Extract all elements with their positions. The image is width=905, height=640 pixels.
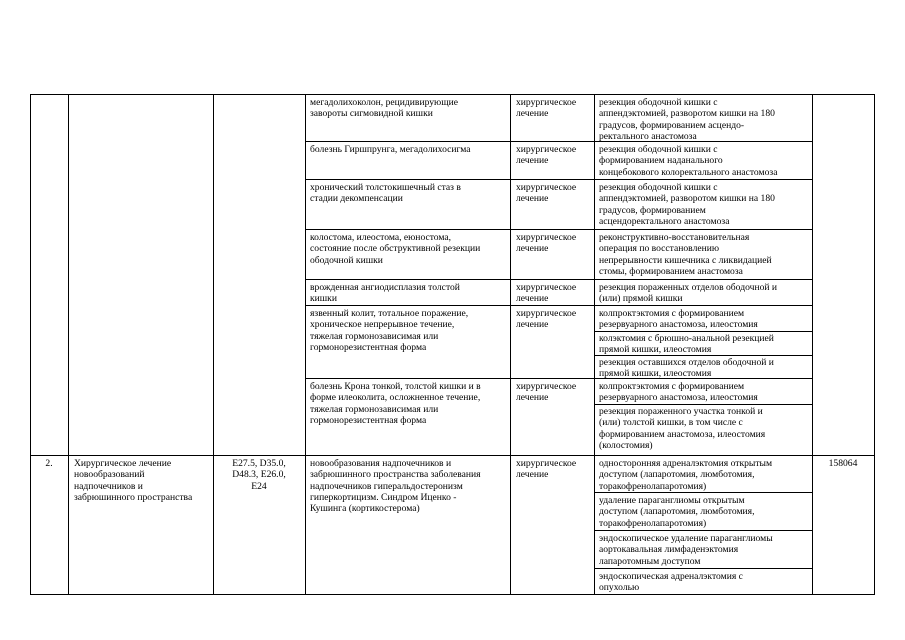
- method-divider: [594, 492, 812, 493]
- method-divider: [594, 404, 812, 405]
- diagnosis-cell: колостома, илеостома, еюностома, состояние после обструктивной резекции ободочной кишки: [310, 232, 481, 266]
- table-border-right: [874, 94, 875, 595]
- treatment-type-cell: хирургическое лечение: [516, 97, 577, 120]
- table-border-bottom: [30, 594, 875, 595]
- diagnosis-cell: болезнь Крона тонкой, толстой кишки и в форме илеоколита, осложненное течение, тяжелая гормонозависимая или гормонорезистентная форма: [310, 381, 481, 426]
- diagnosis-cell: мегадолихоколон, рецидивирующие завороты сигмовидной кишки: [310, 97, 458, 120]
- treatment-type-cell: хирургическое лечение: [516, 458, 577, 481]
- table-col-divider: [510, 94, 511, 595]
- method-cell: резекция оставшихся отделов ободочной и прямой кишки, илеостомия: [599, 357, 774, 380]
- method-cell: резекция пораженного участка тонкой и (или) толстой кишки, в том числе с формированием анастомоза, илеостомия (колостомия): [599, 406, 766, 451]
- treatment-type-cell: хирургическое лечение: [516, 182, 577, 205]
- table-col-divider: [594, 94, 595, 595]
- table-border-top: [30, 94, 875, 95]
- row-number: 2.: [45, 458, 53, 469]
- method-cell: резекция ободочной кишки с аппендэктомией, разворотом кишки на 180 градусов, формированием асцендо- ректального анастомоза: [599, 97, 775, 142]
- subrow-divider: [305, 179, 812, 180]
- treatment-type-cell: хирургическое лечение: [516, 282, 577, 305]
- treatment-type-cell: хирургическое лечение: [516, 308, 577, 331]
- row-divider: [30, 455, 875, 456]
- method-cell: эндоскопическая адреналэктомия с опухолью: [599, 571, 743, 594]
- table-col-divider: [812, 94, 813, 595]
- method-cell: колэктомия с брюшно-анальной резекцией прямой кишки, илеостомия: [599, 333, 774, 356]
- table-border-left: [30, 94, 31, 595]
- diagnosis-cell: новообразования надпочечников и забрюшинного пространства заболевания надпочечников гиперальдостеронизм гиперкортицизм. Синдром Иценко - Кушинга (кортикостерома): [310, 458, 481, 515]
- method-divider: [594, 530, 812, 531]
- table-col-divider: [305, 94, 306, 595]
- care-group-name: Хирургическое лечение новообразований надпочечников и забрюшинного пространства: [74, 458, 193, 503]
- subrow-divider: [305, 229, 812, 230]
- method-cell: реконструктивно-восстановительная операция по восстановлению непрерывности кишечника с ликвидацией стомы, формированием анастомоза: [599, 232, 772, 277]
- method-cell: эндоскопическое удаление параганглиомы аортокавальная лимфаденэктомия лапаротомным доступом: [599, 533, 773, 567]
- diagnosis-cell: болезнь Гиршпрунга, мегадолихосигма: [310, 144, 471, 155]
- treatment-type-cell: хирургическое лечение: [516, 381, 577, 404]
- method-cell: односторонняя адреналэктомия открытым доступом (лапаротомия, люмботомия, торакофренолапаротомия): [599, 458, 773, 492]
- method-cell: резекция ободочной кишки с аппендэктомией, разворотом кишки на 180 градусов, формированием асцендоректального анастомоза: [599, 182, 775, 227]
- method-cell: колпроктэктомия с формированием резервуарного анастомоза, илеостомия: [599, 308, 758, 331]
- subrow-divider: [305, 305, 812, 306]
- diagnosis-cell: хронический толстокишечный стаз в стадии декомпенсации: [310, 182, 461, 205]
- mkb-codes: E27.5, D35.0, D48.3, E26.0, E24: [232, 458, 286, 492]
- table-col-divider: [68, 94, 69, 595]
- diagnosis-cell: язвенный колит, тотальное поражение, хроническое непрерывное течение, тяжелая гормонозависимая или гормонорезистентная форма: [310, 308, 469, 353]
- subrow-divider: [305, 279, 812, 280]
- treatment-type-cell: хирургическое лечение: [516, 232, 577, 255]
- treatment-type-cell: хирургическое лечение: [516, 144, 577, 167]
- tariff-value: 158064: [828, 458, 858, 469]
- method-divider: [594, 568, 812, 569]
- method-cell: резекция пораженных отделов ободочной и (или) прямой кишки: [599, 282, 778, 305]
- method-cell: резекция ободочной кишки с формированием наданального концебокового колоректального анастомоза: [599, 144, 778, 178]
- diagnosis-cell: врожденная ангиодисплазия толстой кишки: [310, 282, 460, 305]
- method-cell: колпроктэктомия с формированием резервуарного анастомоза, илеостомия: [599, 381, 758, 404]
- method-divider: [594, 331, 812, 332]
- method-cell: удаление параганглиомы открытым доступом (лапаротомия, люмботомия, торакофренолапаротомия): [599, 495, 755, 529]
- table-col-divider: [213, 94, 214, 595]
